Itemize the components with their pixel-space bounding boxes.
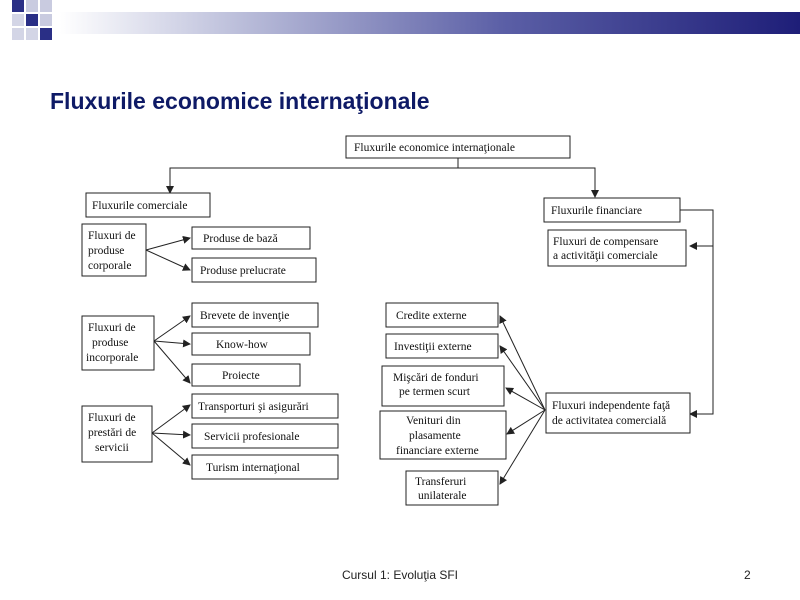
node-corporale-line-1: Fluxuri de <box>88 230 136 242</box>
slide-title: Fluxurile economice internaţionale <box>50 88 430 114</box>
node-servicii-line-3: servicii <box>95 442 129 454</box>
node-transferuri-unilaterale <box>406 471 498 505</box>
node-root <box>346 136 570 158</box>
node-transferuri-line-1: Transferuri <box>415 476 467 488</box>
node-root-label: Fluxurile economice internaţionale <box>354 142 515 154</box>
node-venituri-plasamente-line-3: financiare externe <box>396 445 479 457</box>
node-incorporale <box>82 316 154 370</box>
node-incorporale-line-1: Fluxuri de <box>88 322 136 334</box>
node-corporale <box>82 224 146 276</box>
node-miscari-fonduri-line-1: Mişcări de fonduri <box>393 372 479 384</box>
node-servicii <box>82 406 152 462</box>
node-independente-line-2: de activitatea comercială <box>552 415 667 427</box>
node-investitii-externe-label: Investiţii externe <box>394 341 472 353</box>
node-servicii-profesionale <box>192 424 338 448</box>
node-comerciale-label: Fluxurile comerciale <box>92 200 188 212</box>
node-credite-externe-label: Credite externe <box>396 310 467 322</box>
node-corporale-line-3: corporale <box>88 260 132 272</box>
node-venituri-plasamente <box>380 411 506 459</box>
node-transporturi-label: Transporturi şi asigurări <box>198 401 309 413</box>
node-proiecte <box>192 364 300 386</box>
node-transporturi <box>192 394 338 418</box>
node-incorporale-line-3: incorporale <box>86 352 139 364</box>
footer-course-label: Cursul 1: Evoluţia SFI <box>341 568 459 582</box>
node-corporale-line-2: produse <box>88 245 125 257</box>
node-know-how-label: Know-how <box>216 339 268 351</box>
node-incorporale-line-2: produse <box>92 337 129 349</box>
node-produse-prelucrate <box>192 258 316 282</box>
node-turism <box>192 455 338 479</box>
node-know-how <box>192 333 310 355</box>
node-produse-baza-label: Produse de bază <box>203 233 278 245</box>
node-produse-baza <box>192 227 310 249</box>
node-venituri-plasamente-line-2: plasamente <box>409 430 461 442</box>
node-servicii-line-1: Fluxuri de <box>88 412 136 424</box>
node-financiare-label: Fluxurile financiare <box>551 205 643 217</box>
node-brevete-label: Brevete de invenţie <box>200 310 290 322</box>
node-credite-externe <box>386 303 498 327</box>
node-proiecte-label: Proiecte <box>222 370 260 382</box>
node-venituri-plasamente-line-1: Venituri din <box>406 415 461 427</box>
node-transferuri-line-2: unilaterale <box>418 490 467 502</box>
node-independente-line-1: Fluxuri independente faţă <box>552 400 671 412</box>
node-comerciale <box>86 193 210 217</box>
node-compensare-line-1: Fluxuri de compensare <box>553 236 659 248</box>
node-compensare-line-2: a activităţii comerciale <box>553 250 658 262</box>
node-produse-prelucrate-label: Produse prelucrate <box>200 265 286 277</box>
node-miscari-fonduri <box>382 366 504 406</box>
node-investitii-externe <box>386 334 498 358</box>
node-financiare <box>544 198 680 222</box>
node-independente <box>546 393 690 433</box>
node-servicii-profesionale-label: Servicii profesionale <box>204 431 300 443</box>
node-turism-label: Turism internaţional <box>206 462 300 474</box>
node-compensare <box>548 230 686 266</box>
node-miscari-fonduri-line-2: pe termen scurt <box>399 386 470 398</box>
node-brevete <box>192 303 318 327</box>
page-number: 2 <box>744 568 751 582</box>
node-servicii-line-2: prestări de <box>88 427 137 439</box>
